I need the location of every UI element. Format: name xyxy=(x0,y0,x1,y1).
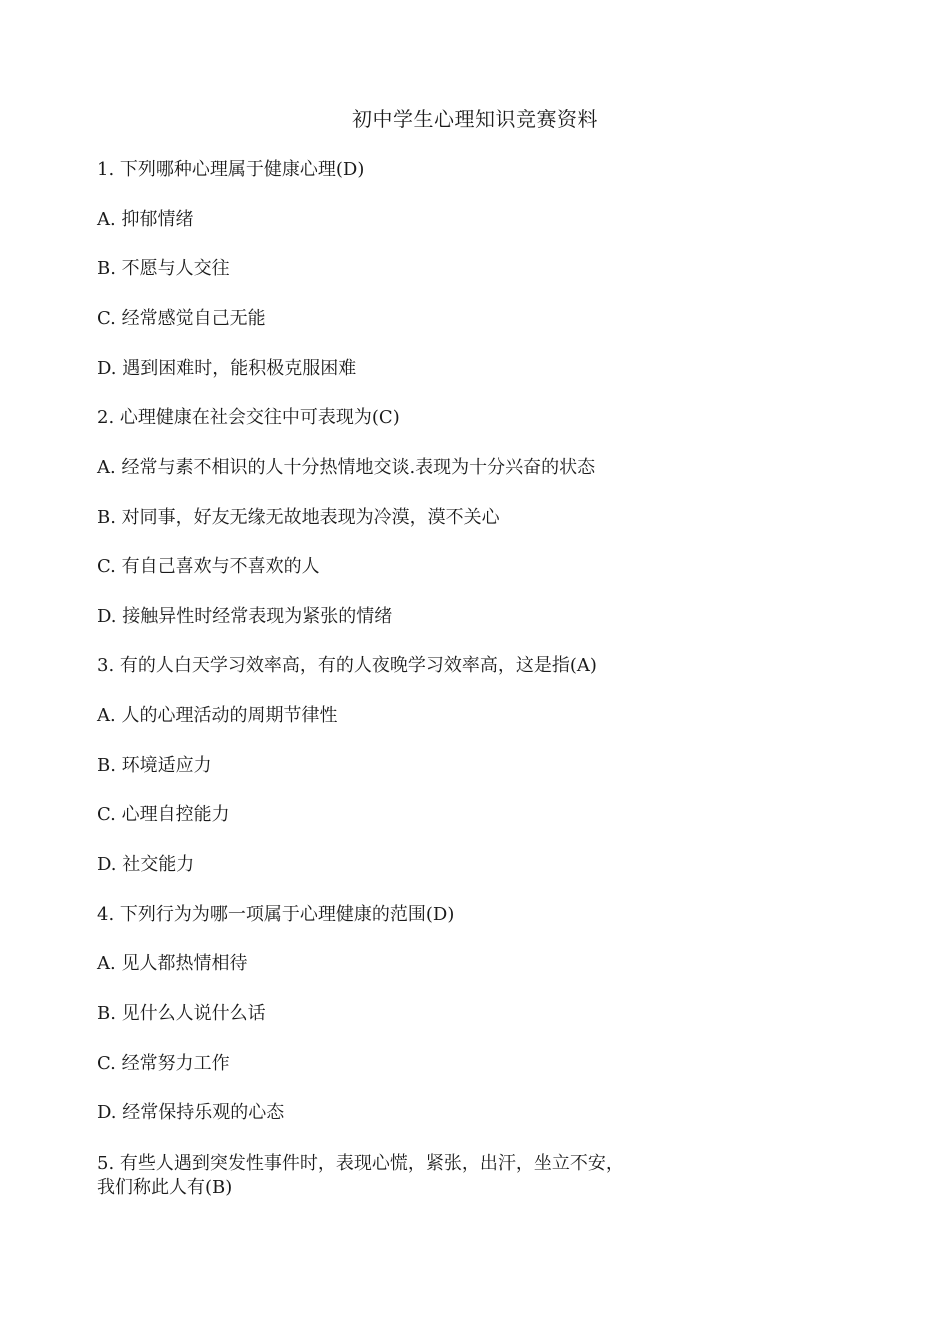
option-3b: B. 环境适应力 xyxy=(97,755,212,776)
document-title: 初中学生心理知识竞赛资料 xyxy=(352,107,598,131)
option-1b: B. 不愿与人交往 xyxy=(97,258,230,279)
option-1d: D. 遇到困难时，能积极克服困难 xyxy=(97,358,357,379)
option-4d: D. 经常保持乐观的心态 xyxy=(97,1102,285,1123)
option-4c: C. 经常努力工作 xyxy=(97,1053,230,1074)
option-1a: A. 抑郁情绪 xyxy=(97,209,194,230)
option-2d: D. 接触异性时经常表现为紧张的情绪 xyxy=(97,606,393,627)
option-1c: C. 经常感觉自己无能 xyxy=(97,308,266,329)
option-3d: D. 社交能力 xyxy=(97,854,195,875)
option-4a: A. 见人都热情相待 xyxy=(97,953,248,974)
option-3a: A. 人的心理活动的周期节律性 xyxy=(97,705,338,726)
question-5-line-1: 5. 有些人遇到突发性事件时，表现心慌，紧张，出汗，坐立不安， xyxy=(97,1153,624,1174)
question-4: 4. 下列行为为哪一项属于心理健康的范围(D) xyxy=(97,904,455,925)
question-5-line-2: 我们称此人有(B) xyxy=(97,1177,233,1198)
option-2b: B. 对同事，好友无缘无故地表现为冷漠，漠不关心 xyxy=(97,507,500,528)
question-2: 2. 心理健康在社会交往中可表现为(C) xyxy=(97,407,400,428)
option-2c: C. 有自己喜欢与不喜欢的人 xyxy=(97,556,320,577)
option-4b: B. 见什么人说什么话 xyxy=(97,1003,266,1024)
option-3c: C. 心理自控能力 xyxy=(97,804,230,825)
question-5 xyxy=(97,1152,717,1200)
question-3: 3. 有的人白天学习效率高，有的人夜晚学习效率高，这是指(A) xyxy=(97,655,597,676)
question-1: 1. 下列哪种心理属于健康心理(D) xyxy=(97,159,365,180)
option-2a: A. 经常与素不相识的人十分热情地交谈.表现为十分兴奋的状态 xyxy=(97,457,596,478)
